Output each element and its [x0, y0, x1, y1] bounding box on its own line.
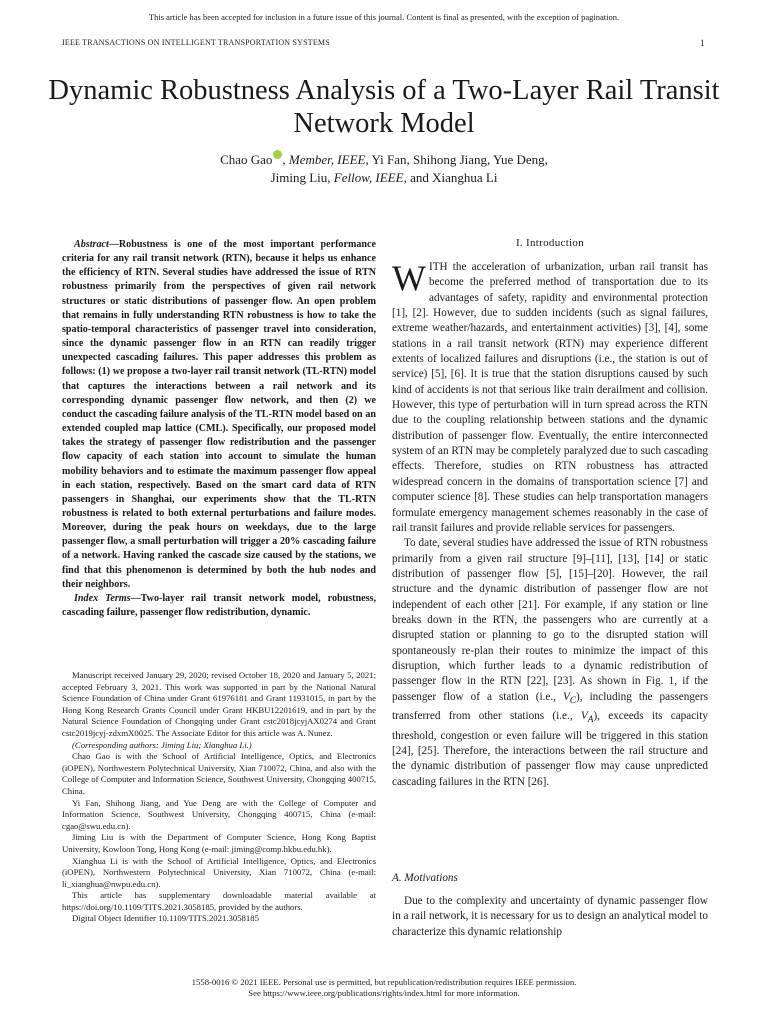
paragraph	[392, 536, 708, 790]
index-terms-label: Index Terms	[74, 593, 131, 604]
footnote-manuscript: Manuscript received January 29, 2020; revised October 18, 2020 and January 5, 2021; accepted February 3, 2021. This work was supported in part by the National Natural Science Foundation of China under Grant 61976181 and Grant 11931015, in part by the Hong Kong Research Grants Council under Grant HKBU12201619, and in part by the Natural Science Foundation of Chongqing under Grant cstc2018jcyjAX0274 and Grant cstc2019jcyj-zdxmX0025. The Associate Editor for this article was A. Nunez.	[62, 670, 376, 738]
paragraph-text: ), exceeds its capacity threshold, congestion or even failure will be triggered in this station [24], [25]. Therefore, the interactions between the rail structure and the dynamic distribution of passenger flow may cause unpredicted cascading failures in the RTN [26].	[392, 710, 708, 788]
footnotes	[62, 670, 376, 925]
paragraph-text: To date, several studies have addressed the issue of RTN robustness primarily from a given rail structure [9]–[11], [13], [14] or static distribution of passenger flow [5], [15]–[20]. However, the rail structure and the dynamic distribution of passenger flow are not independent of each other [21]. For example, if any station or line breaks down in the RTN, the passengers who are currently at a disrupted station or planning to go to the disrupted station will spontaneously re-plan their routes to minimize the impact of this disruption, which further leads to a dynamic redistribution of passenger flow in the RTN [22], [23]. As shown in Fig. 1, if the passenger flow of a station (i.e.,	[392, 537, 708, 703]
drop-cap: W	[392, 258, 426, 298]
math-subscript: A	[587, 715, 594, 726]
author-role: Member, IEEE	[288, 152, 366, 167]
copyright-line: 1558-0016 © 2021 IEEE. Personal use is permitted, but republication/redistribution requires IEEE permission.	[191, 977, 577, 987]
introduction-body	[392, 260, 708, 790]
footnote-affiliation: Yi Fan, Shihong Jiang, and Yue Deng are with the College of Computer and Information Science, Southwest University, Chongqing 400715, China (e-mail: cgao@swu.edu.cn).	[62, 797, 376, 831]
abstract-dash: —	[108, 239, 119, 250]
abstract-text: Robustness is one of the most important performance criteria for any rail transit network (RTN), because it helps us enhance the efficiency of RTN. Several studies have addressed the issue of RTN robustness primarily from the perspectives of given rail network structures or static distributions of passenger flow. An open problem that remains in fully understanding RTN robustness is how to take the spatio-temporal characteristics of passenger travel into consideration, since the dynamic passenger flow in an RTN can readily trigger unexpected cascading failures. This paper addresses this problem as follows: (1) we propose a two-layer rail transit network (TL-RTN) model that captures the interactions between a rail network and its corresponding dynamic passenger flow network, and then (2) we conduct the cascading failure analysis of the TL-RTN model based on an extended coupled map lattice (CML). Specifically, our proposed model takes the strategy of passenger flow redistribution and the passenger flow capacity of each station into account to simulate the human mobility behaviors and to estimate the maximum passenger flow appeal in each station, respectively. Based on the smart card data of RTN passengers in Shanghai, our experiments show that the TL-RTN robustness is related to both external perturbations and failure modes. Moreover, during the peak hours on weekdays, due to the large passenger flow, a small perturbation will trigger a 20% cascading failure of a network. Having ranked the cascade size caused by the stations, we find that this phenomenon is determined by both the hub nodes and their neighbors.	[62, 239, 376, 590]
author-role: Fellow, IEEE	[333, 170, 404, 185]
section-heading-introduction: I. Introduction	[515, 237, 585, 249]
copyright-notice	[0, 977, 768, 999]
running-head: IEEE TRANSACTIONS ON INTELLIGENT TRANSPORTATION SYSTEMS	[62, 38, 330, 47]
author-names: , Yi Fan, Shihong Jiang, Yue Deng,	[365, 152, 548, 167]
footnote-affiliation: Jiming Liu is with the Department of Computer Science, Hong Kong Baptist University, Kowloon Tong, Hong Kong (e-mail: jiming@comp.hkbu.edu.hk).	[62, 832, 376, 854]
abstract	[62, 238, 376, 592]
footnote-doi: Digital Object Identifier 10.1109/TITS.2021.3058185	[72, 913, 259, 924]
index-terms	[62, 592, 376, 620]
paper-title: Dynamic Robustness Analysis of a Two-Layer Rail Transit Network Model	[48, 75, 720, 139]
author-name: Chao Gao	[220, 152, 273, 167]
rights-link[interactable]: See https://www.ieee.org/publications/rights/index.html for more information.	[248, 988, 520, 998]
footnote-corresponding: (Corresponding authors: Jiming Liu; Xianghua Li.)	[72, 739, 252, 750]
math-subscript: C	[569, 695, 577, 706]
author-names: , and Xianghua Li	[403, 170, 498, 185]
paragraph-text: ), including the passengers transferred from other stations (i.e.,	[392, 690, 708, 723]
index-terms-text: Two-layer rail transit network model, robustness, cascading failure, passenger flow redistribution, dynamic.	[62, 593, 376, 619]
orcid-icon[interactable]	[273, 150, 282, 159]
subsection-heading-motivations: A. Motivations	[392, 872, 458, 884]
math-symbol: V	[562, 690, 570, 703]
paragraph-text: ITH the acceleration of urbanization, urban rail transit has become the preferred method of transportation due to its advantages of safety, rapidity and environmental protection [1], [2]. However, due to sudden incidents (such as signal failures, extreme weather/hazards, and entertainment activities) [3], [4], some stations in a rail transit network (RTN) may experience different extents of localized failures and disruptions (i.e., the station is out of service) [5], [6]. It is true that the station disruptions caused by such kind of accidents is not that serious like train derailment and collision. However, this type of perturbation will in turn spread across the RTN due to the coupling relationship between stations and the dynamic distribution of passenger flow. Eventually, the entire interconnected system of an RTN may be completely paralyzed due to such cascading effects. Therefore, studies on RTN robustness has attracted widespread concern in the domains of transportation science [7] and computer science [8]. These studies can help transportation managers formulate emergency management schemes reasonably in the case of rail transit failures and provide reliable services for passengers.	[392, 261, 708, 534]
paragraph-motivations: Due to the complexity and uncertainty of dynamic passenger flow in a rail network, it is necessary for us to design an analytical model to characterize this dynamic relationship	[392, 895, 708, 938]
abstract-label: Abstract	[74, 239, 109, 250]
acceptance-notice: This article has been accepted for inclusion in a future issue of this journal. Content is final as presented, with the exception of pagination.	[148, 12, 620, 22]
author-name: Jiming Liu,	[270, 170, 331, 185]
math-symbol: V	[580, 710, 588, 723]
paragraph	[392, 260, 708, 536]
footnote-affiliation: Xianghua Li is with the School of Artificial Intelligence, Optics, and Electronics (iOPEN), Northwestern Polytechnical University, Xian 710072, China (e-mail: li_xianghua@nwpu.edu.cn).	[62, 855, 376, 889]
footnote-affiliation: Chao Gao is with the School of Artificial Intelligence, Optics, and Electronics (iOPEN), Northwestern Polytechnical University, Xian 710072, China, and also with the College of Computer and Information Science, Southwest University, Chongqing 400715, China.	[62, 751, 376, 796]
author-list: Chao Gao , Member, IEEE, Yi Fan, Shihong Jiang, Yue Deng, Jiming Liu, Fellow, IEEE, and Xianghua Li	[220, 152, 548, 185]
footnote-supplementary: This article has supplementary downloadable material available at https://doi.org/10.1109/TITS.2021.3058185, provided by the authors.	[62, 890, 376, 912]
page-number: 1	[700, 38, 705, 48]
index-terms-dash: —	[130, 593, 141, 604]
